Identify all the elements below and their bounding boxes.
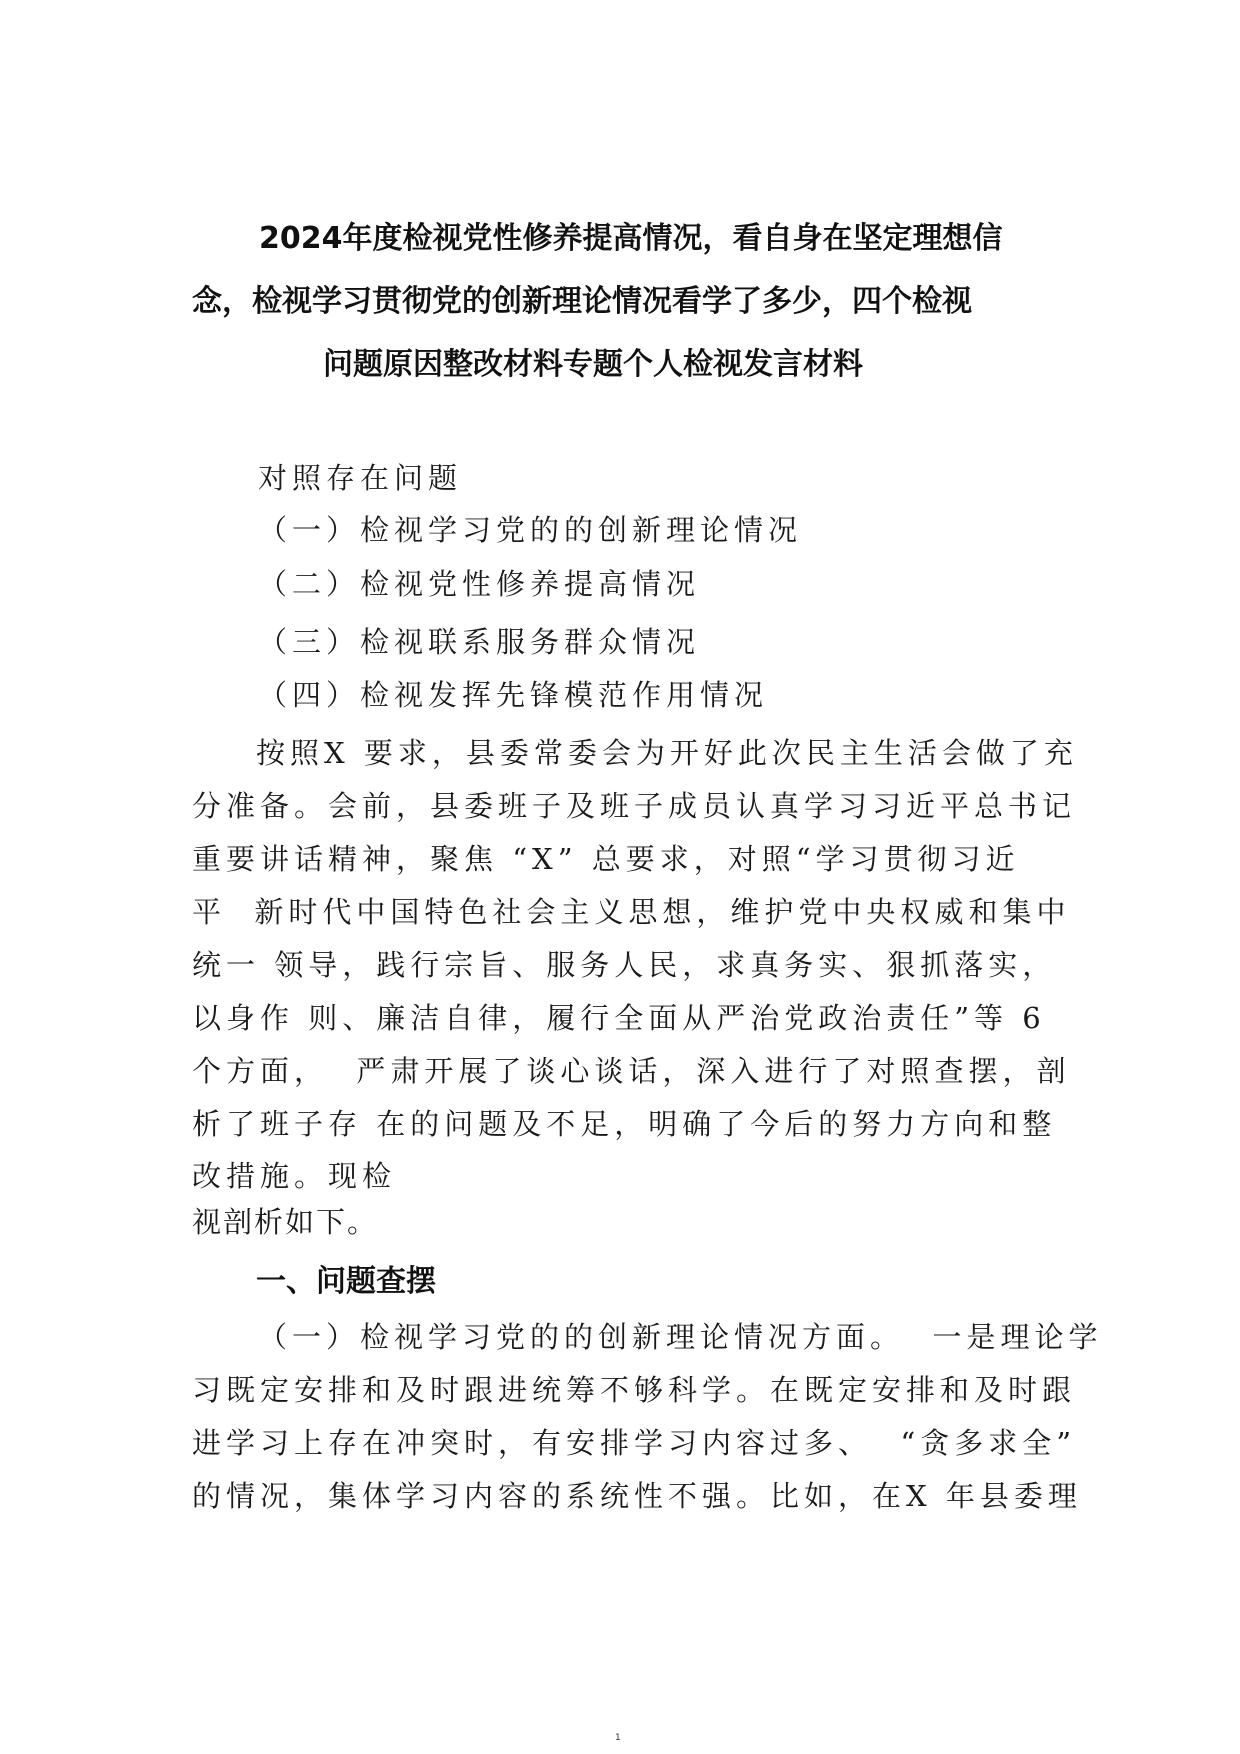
list-item: （四）检视发挥先锋模范作用情况	[258, 678, 769, 712]
paragraph-line: 析了班子存 在的问题及不足，明确了今后的努力方向和整	[192, 1107, 1057, 1141]
paragraph-line: 平 新时代中国特色社会主义思想，维护党中央权威和集中	[192, 895, 1071, 929]
list-item: （三）检视联系服务群众情况	[258, 625, 701, 659]
document-title-line-3: 问题原因整改材料专题个人检视发言材料	[323, 347, 863, 382]
paragraph-line: 按照X 要求，县委常委会为开好此次民主生活会做了充	[256, 736, 1078, 770]
list-item: （二）检视党性修养提高情况	[258, 567, 701, 601]
page-number: 1	[615, 1733, 621, 1743]
paragraph-line: 以身作 则、廉洁自律，履行全面从严治党政治责任”等 6	[192, 1001, 1046, 1035]
paragraph-line: 统一 领导，践行宗旨、服务人民，求真务实、狠抓落实，	[192, 948, 1057, 982]
paragraph-line: 的情况，集体学习内容的系统性不强。比如，在X 年县委理	[192, 1479, 1082, 1513]
paragraph-line: 分准备。会前，县委班子及班子成员认真学习习近平总书记	[192, 789, 1077, 823]
document-title-line-2: 念，检视学习贯彻党的创新理论情况看学了多少，四个检视	[192, 284, 972, 319]
paragraph-line: 习既定安排和及时跟进统筹不够科学。在既定安排和及时跟	[192, 1373, 1077, 1407]
section-intro: 对照存在问题	[258, 461, 463, 495]
document-title-line-1: 2024年度检视党性修养提高情况，看自身在坚定理想信	[259, 221, 1003, 256]
paragraph-line: 视剖析如下。	[192, 1205, 379, 1239]
paragraph-line: 个方面， 严肃开展了谈心谈话，深入进行了对照查摆，剖	[192, 1054, 1071, 1088]
paragraph-line: 重要讲话精神，聚焦 “X” 总要求，对照“学习贯彻习近	[192, 842, 1020, 876]
paragraph-line: （一）检视学习党的的创新理论情况方面。 一是理论学	[258, 1320, 1103, 1354]
section-heading: 一、问题查摆	[256, 1264, 436, 1299]
list-item: （一）检视学习党的的创新理论情况	[258, 513, 803, 547]
paragraph-line: 改措施。现检	[192, 1159, 397, 1193]
paragraph-line: 进学习上存在冲突时，有安排学习内容过多、 “贪多求全”	[192, 1426, 1077, 1460]
